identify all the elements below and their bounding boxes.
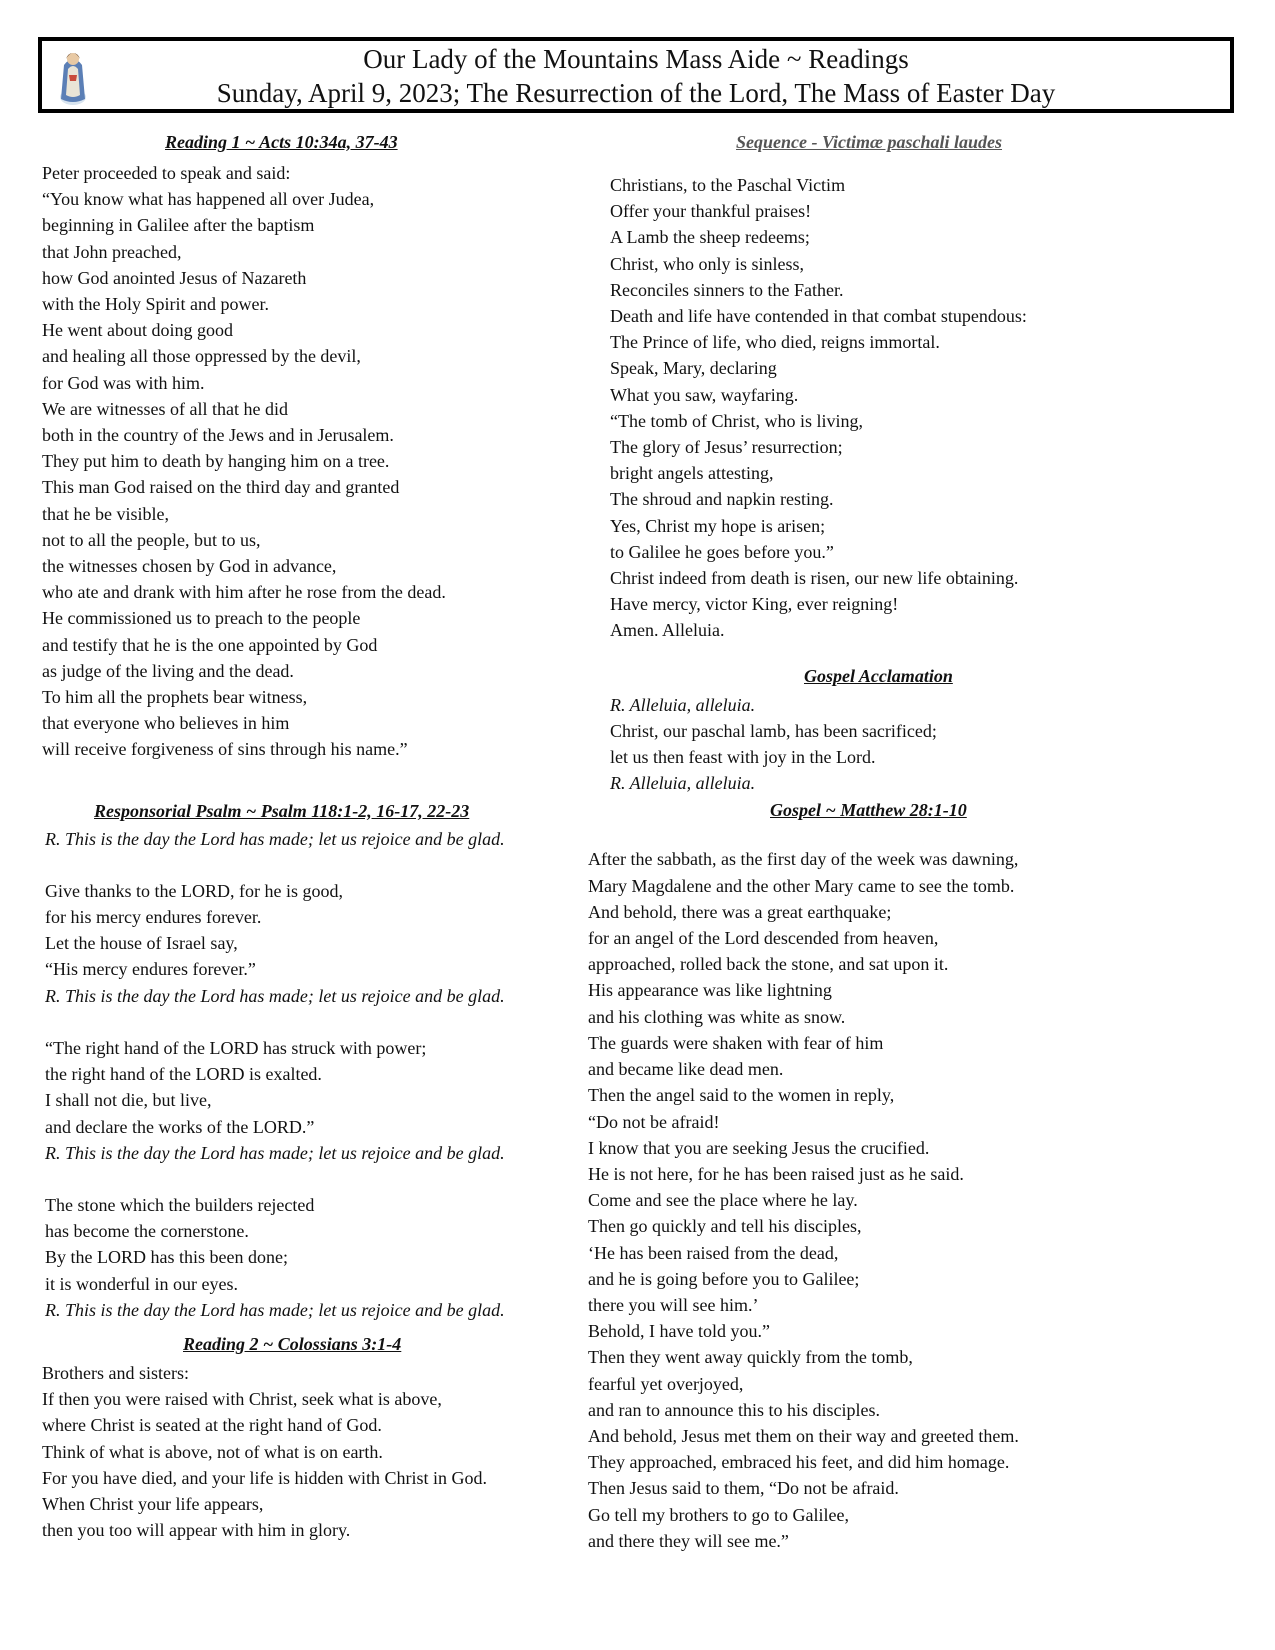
gospel-line: fearful yet overjoyed,	[588, 1373, 744, 1394]
reading1-line: beginning in Galilee after the baptism	[42, 215, 315, 236]
sequence-line: Christ, who only is sinless,	[610, 253, 805, 274]
gospel-text	[588, 846, 1234, 1553]
psalm-response: R. This is the day the Lord has made; let us rejoice and be glad.	[45, 1142, 505, 1163]
reading2-text	[42, 1360, 602, 1543]
reading1-line: not to all the people, but to us,	[42, 529, 261, 550]
psalm-verse-line: “The right hand of the LORD has struck with power;	[45, 1037, 427, 1058]
sequence-line: Yes, Christ my hope is arisen;	[610, 515, 826, 536]
sequence-text	[610, 172, 1234, 644]
reading1-line: that John preached,	[42, 241, 182, 262]
gospel-line: ‘He has been raised from the dead,	[588, 1242, 839, 1263]
reading1-line: He went about doing good	[42, 320, 233, 341]
sequence-line: Christ indeed from death is risen, our new life obtaining.	[610, 568, 1019, 589]
reading1-line: as judge of the living and the dead.	[42, 660, 294, 681]
gospel-line: After the sabbath, as the first day of the week was dawning,	[588, 849, 1019, 870]
reading1-heading: Reading 1 ~ Acts 10:34a, 37-43	[165, 132, 398, 152]
gospel-line: and there they will see me.”	[588, 1530, 789, 1551]
reading2-line: Think of what is above, not of what is on earth.	[42, 1441, 383, 1462]
acclamation-response: R. Alleluia, alleluia.	[610, 773, 756, 794]
reading1-line: He commissioned us to preach to the people	[42, 608, 361, 629]
gospel-line: approached, rolled back the stone, and sat upon it.	[588, 954, 949, 975]
gospel-line: They approached, embraced his feet, and did him homage.	[588, 1452, 1010, 1473]
reading1-line: They put him to death by hanging him on a tree.	[42, 451, 390, 472]
reading1-line: and healing all those oppressed by the devil,	[42, 346, 361, 367]
psalm-response: R. This is the day the Lord has made; let us rejoice and be glad.	[45, 1299, 505, 1320]
acclamation-response: R. Alleluia, alleluia.	[610, 694, 756, 715]
sequence-line: “The tomb of Christ, who is living,	[610, 410, 863, 431]
sequence-heading: Sequence - Victimæ paschali laudes	[736, 132, 1003, 152]
gospel-heading: Gospel ~ Matthew 28:1-10	[770, 800, 967, 821]
gospel-line: and became like dead men.	[588, 1059, 784, 1080]
acclamation-text	[610, 692, 1234, 797]
gospel-line: Mary Magdalene and the other Mary came to see the tomb.	[588, 875, 1015, 896]
reading2-line: If then you were raised with Christ, seek what is above,	[42, 1389, 442, 1410]
sequence-line: Offer your thankful praises!	[610, 201, 812, 222]
psalm-response: R. This is the day the Lord has made; let us rejoice and be glad.	[45, 985, 505, 1006]
acclamation-line: Christ, our paschal lamb, has been sacrificed;	[610, 720, 937, 741]
psalm-verse-line: “His mercy endures forever.”	[45, 959, 256, 980]
reading1-line: how God anointed Jesus of Nazareth	[42, 267, 307, 288]
reading2-heading: Reading 2 ~ Colossians 3:1-4	[183, 1333, 402, 1354]
psalm-verse-line: has become the cornerstone.	[45, 1221, 249, 1242]
gospel-line: Go tell my brothers to go to Galilee,	[588, 1504, 849, 1525]
psalm-response: R. This is the day the Lord has made; let us rejoice and be glad.	[45, 828, 505, 849]
gospel-line: “Do not be afraid!	[588, 1111, 720, 1132]
reading2-line: For you have died, and your life is hidden with Christ in God.	[42, 1467, 487, 1488]
psalm-verse-line: for his mercy endures forever.	[45, 907, 262, 928]
reading2-line: then you too will appear with him in glory.	[42, 1520, 351, 1541]
gospel-line: The guards were shaken with fear of him	[588, 1032, 884, 1053]
acclamation-line: let us then feast with joy in the Lord.	[610, 747, 876, 768]
gospel-line: Then go quickly and tell his disciples,	[588, 1216, 862, 1237]
gospel-line: and his clothing was white as snow.	[588, 1006, 846, 1027]
reading2-line: where Christ is seated at the right hand of God.	[42, 1415, 382, 1436]
sequence-line: bright angels attesting,	[610, 463, 774, 484]
reading1-line: with the Holy Spirit and power.	[42, 294, 269, 315]
gospel-line: He is not here, for he has been raised just as he said.	[588, 1163, 964, 1184]
sequence-line: A Lamb the sheep redeems;	[610, 227, 810, 248]
gospel-line: Then they went away quickly from the tomb,	[588, 1347, 913, 1368]
reading1-line: for God was with him.	[42, 372, 205, 393]
reading1-line: who ate and drank with him after he rose from the dead.	[42, 582, 446, 603]
gospel-line: Then Jesus said to them, “Do not be afraid.	[588, 1478, 899, 1499]
gospel-line: for an angel of the Lord descended from heaven,	[588, 928, 939, 949]
header-title: Our Lady of the Mountains Mass Aide ~ Readings	[363, 44, 909, 74]
sequence-line: The glory of Jesus’ resurrection;	[610, 437, 843, 458]
acclamation-heading: Gospel Acclamation	[804, 665, 953, 686]
sequence-line: Have mercy, victor King, ever reigning!	[610, 594, 899, 615]
gospel-line: Come and see the place where he lay.	[588, 1190, 858, 1211]
gospel-line: Behold, I have told you.”	[588, 1321, 770, 1342]
gospel-line: and he is going before you to Galilee;	[588, 1268, 860, 1289]
reading1-line: that he be visible,	[42, 503, 169, 524]
psalm-verse-line: it is wonderful in our eyes.	[45, 1273, 238, 1294]
psalm-verse-line: the right hand of the LORD is exalted.	[45, 1064, 322, 1085]
psalm-verse-line: The stone which the builders rejected	[45, 1194, 315, 1215]
reading1-text	[42, 160, 602, 763]
gospel-line: And behold, Jesus met them on their way and greeted them.	[588, 1425, 1019, 1446]
reading1-line: and testify that he is the one appointed by God	[42, 634, 378, 655]
gospel-line: and ran to announce this to his disciples.	[588, 1399, 880, 1420]
sequence-line: Death and life have contended in that combat stupendous:	[610, 306, 1027, 327]
left-column	[42, 130, 602, 1543]
reading1-line: To him all the prophets bear witness,	[42, 687, 308, 708]
psalm-heading: Responsorial Psalm ~ Psalm 118:1-2, 16-17, 22-23	[94, 800, 470, 821]
sequence-line: Christians, to the Paschal Victim	[610, 175, 846, 195]
reading1-line: “You know what has happened all over Judea,	[42, 189, 375, 210]
psalm-verse-line: I shall not die, but live,	[45, 1090, 212, 1111]
sequence-line: The Prince of life, who died, reigns immortal.	[610, 332, 940, 353]
reading1-line: We are witnesses of all that he did	[42, 398, 288, 419]
right-column	[588, 130, 1234, 1554]
gospel-line: I know that you are seeking Jesus the crucified.	[588, 1137, 930, 1158]
reading1-line: will receive forgiveness of sins through his name.”	[42, 739, 408, 760]
psalm-verse-line: Let the house of Israel say,	[45, 933, 238, 954]
sequence-line: The shroud and napkin resting.	[610, 489, 834, 510]
gospel-line: And behold, there was a great earthquake;	[588, 901, 892, 922]
header-subtitle: Sunday, April 9, 2023; The Resurrection of the Lord, The Mass of Easter Day	[216, 78, 1056, 108]
sequence-line: Amen. Alleluia.	[610, 620, 725, 641]
gospel-line: there you will see him.’	[588, 1294, 759, 1315]
reading2-line: When Christ your life appears,	[42, 1493, 264, 1514]
reading1-line: both in the country of the Jews and in Jerusalem.	[42, 425, 394, 446]
gospel-line: Then the angel said to the women in reply,	[588, 1085, 895, 1106]
reading2-line: Brothers and sisters:	[42, 1362, 189, 1383]
sequence-line: Reconciles sinners to the Father.	[610, 279, 844, 300]
psalm-verse-line: Give thanks to the LORD, for he is good,	[45, 880, 343, 901]
reading1-line: Peter proceeded to speak and said:	[42, 163, 291, 183]
gospel-line: His appearance was like lightning	[588, 980, 832, 1001]
sequence-line: What you saw, wayfaring.	[610, 384, 799, 405]
psalm-verse-line: and declare the works of the LORD.”	[45, 1116, 315, 1137]
psalm-text	[42, 826, 602, 1323]
reading1-line: the witnesses chosen by God in advance,	[42, 556, 337, 577]
sequence-line: Speak, Mary, declaring	[610, 358, 777, 379]
sequence-line: to Galilee he goes before you.”	[610, 541, 834, 562]
reading1-line: This man God raised on the third day and granted	[42, 477, 400, 498]
reading1-line: that everyone who believes in him	[42, 713, 290, 734]
psalm-verse-line: By the LORD has this been done;	[45, 1247, 288, 1268]
page-header	[38, 37, 1234, 113]
